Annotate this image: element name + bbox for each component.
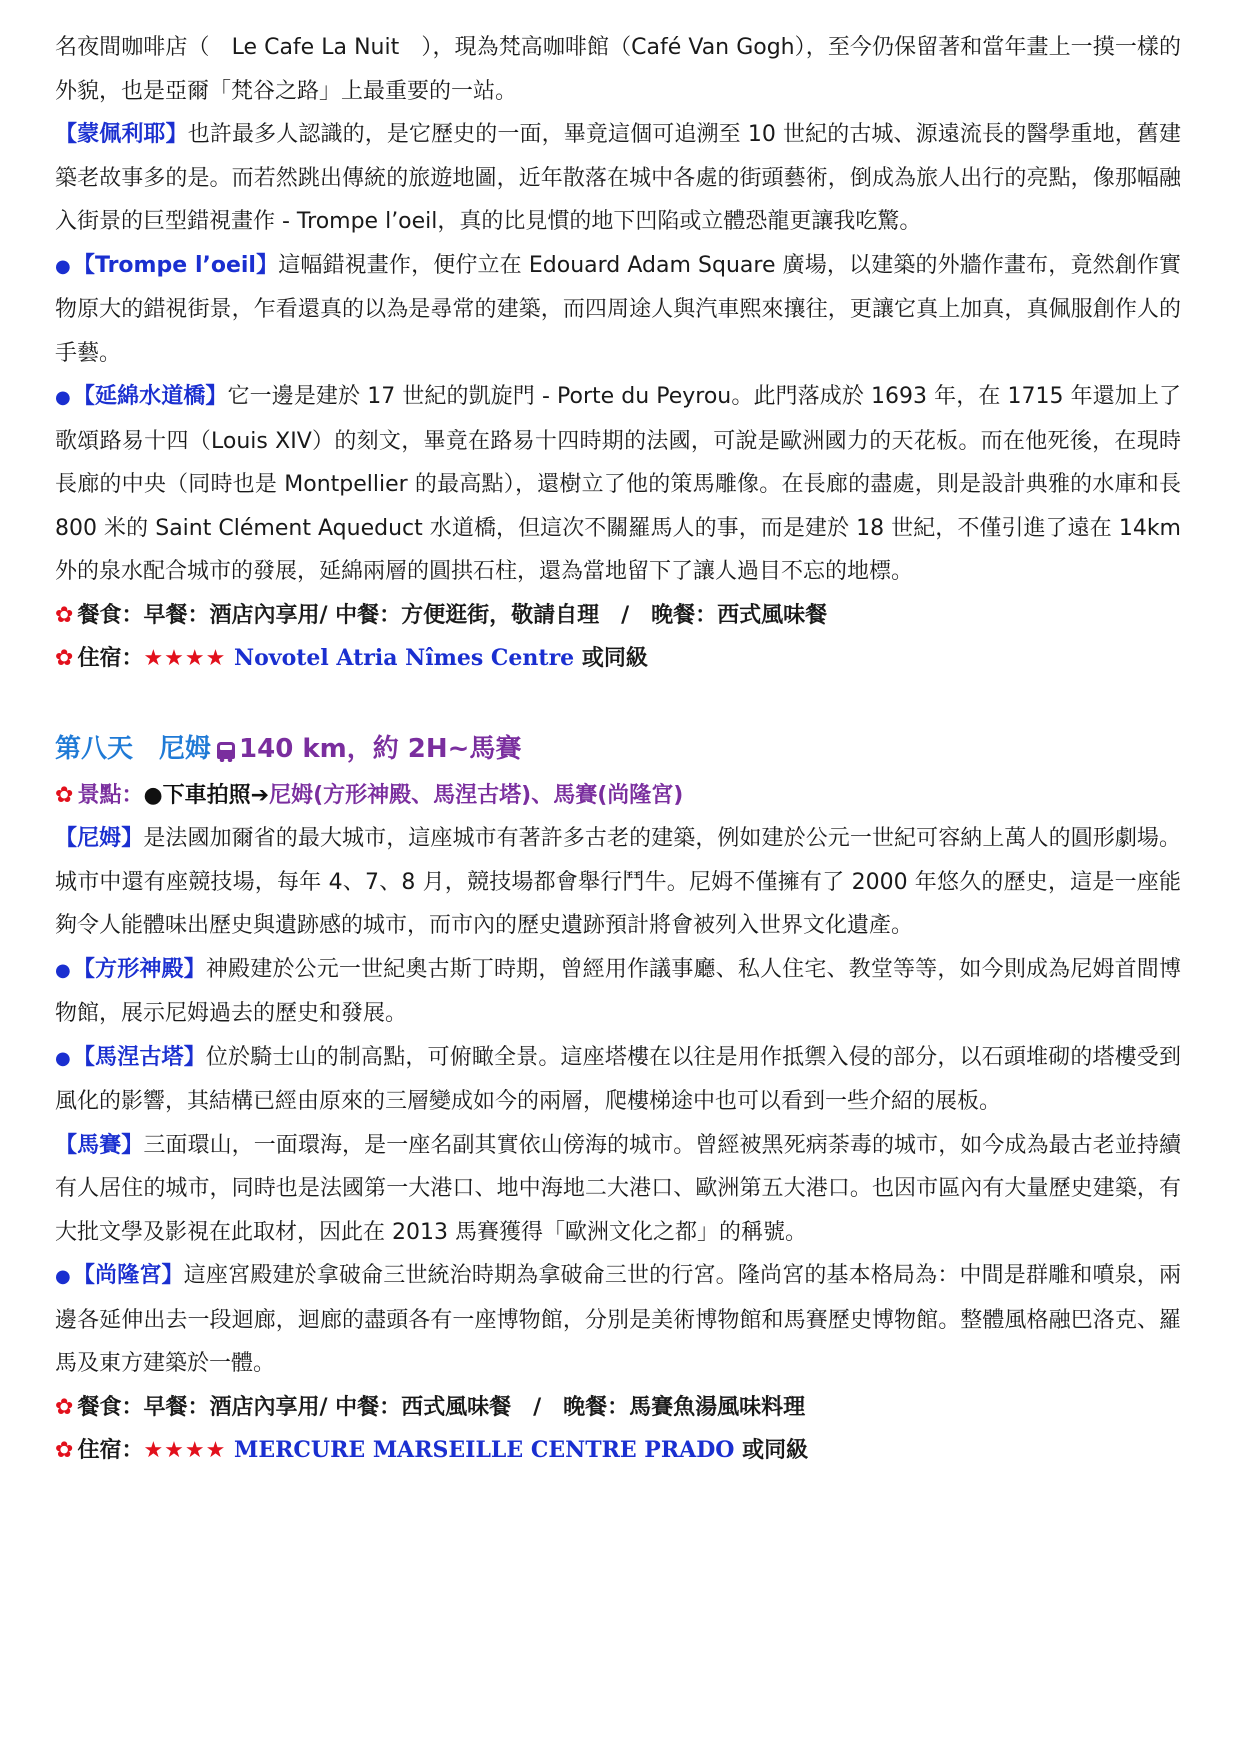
nimes-paragraph: [55, 817, 1181, 948]
bullet-icon: ●: [55, 1047, 71, 1069]
palace-body: 這座宮殿建於拿破侖三世統治時期為拿破侖三世的行宮。隆尚宮的基本格局為：中間是群雕和噴泉，兩邊各延伸出去一段迴廊，迴廊的盡頭各有一座博物館，分別是美術博物館和馬賽歷史博物館。整體風格融巴洛克、羅馬及東方建築於一體。: [55, 1263, 1181, 1376]
day8-trip: 140 km，約 2H~馬賽: [239, 733, 522, 764]
trompe-body: 這幅錯視畫作，便佇立在 Edouard Adam Square 廣場，以建築的外牆作畫布，竟然創作實物原大的錯視街景，乍看還真的以為是尋常的建築，而四周途人與汽車熙來攘往，更讓它真上加真，真佩服創作人的手藝。: [55, 252, 1181, 366]
hotel-label: 住宿：: [77, 1438, 144, 1463]
bullet-icon: ●: [55, 1266, 71, 1287]
day8-meals: [55, 1386, 1181, 1430]
sights-label: 景點：: [77, 782, 144, 808]
flower-icon: ✿: [55, 1438, 74, 1463]
hotel-suffix: 或同級: [574, 646, 648, 671]
hotel-name: MERCURE MARSEILLE CENTRE PRADO: [226, 1437, 735, 1463]
tower-heading: 【馬涅古塔】: [72, 1044, 206, 1070]
day7-meals: [55, 594, 1181, 638]
day8-title: [55, 724, 1181, 774]
aqueduct-heading: 【延綿水道橋】: [72, 384, 228, 409]
montpellier-paragraph: [55, 113, 1181, 244]
montpellier-heading: 【蒙佩利耶】: [55, 122, 188, 147]
bullet-icon: ●: [55, 387, 71, 408]
sights-list: 尼姆(方形神殿、馬涅古塔)、馬賽(尚隆宮): [269, 782, 684, 808]
flower-icon: ✿: [55, 1394, 74, 1420]
hotel-stars: ★★★★: [143, 646, 227, 671]
aqueduct-body: 它一邊是建於 17 世紀的凱旋門 - Porte du Peyrou。此門落成於 1693 年，在 1715 年還加上了歌頌路易十四（Louis XIV）的刻文，畢竟在路易十四時期的法國，可說是歐洲國力的天花板。而在他死後，在現時長廊的中央（同時也是 Montpellier 的最高點），還樹立了他的策馬雕像。在長廊的盡處，則是設計典雅的水庫和長 800 米的 Saint Clément Aqueduct 水道橋，但這次不關羅馬人的事，而是建於 18 世紀，不僅引進了遠在 14km 外的泉水配合城市的發展，延綿兩層的圓拱石柱，還為當地留下了讓人過目不忘的地標。: [55, 384, 1181, 584]
day8-meals-text: 餐食：早餐：酒店內享用/ 中餐：西式風味餐 / 晚餐：馬賽魚湯風味料理: [77, 1394, 806, 1420]
montpellier-body: 也許最多人認識的，是它歷史的一面，畢竟這個可追溯至 10 世紀的古城、源遠流長的醫學重地，舊建築老故事多的是。而若然跳出傳統的旅遊地圖，近年散落在城中各處的街頭藝術，倒成為旅人出行的亮點，像那幅融入街景的巨型錯視畫作 - Trompe l’oeil，真的比見慣的地下凹陷或立體恐龍更讓我吃驚。: [55, 122, 1181, 234]
day8-sights: [55, 774, 1181, 818]
trompe-paragraph: [55, 244, 1181, 376]
aqueduct-paragraph: [55, 375, 1181, 594]
flower-icon: ✿: [55, 782, 74, 808]
hotel-name: Novotel Atria Nîmes Centre: [226, 645, 575, 671]
hotel-stars: ★★★★: [143, 1438, 227, 1463]
temple-body: 神殿建於公元一世紀奧古斯丁時期，曾經用作議事廳、私人住宅、教堂等等，如今則成為尼姆首間博物館，展示尼姆過去的歷史和發展。: [55, 956, 1181, 1026]
marseille-heading: 【馬賽】: [55, 1132, 144, 1158]
hotel-suffix: 或同級: [734, 1438, 809, 1463]
nimes-body: 是法國加爾省的最大城市，這座城市有著許多古老的建築，例如建於公元一世紀可容納上萬人的圓形劇場。城市中還有座競技場，每年 4、7、8 月，競技場都會舉行鬥牛。尼姆不僅擁有了 2000 年悠久的歷史，這是一座能夠令人能體味出歷史與遺跡感的城市，而市內的歷史遺跡預計將會被列入世界文化遺產。: [55, 826, 1181, 938]
flower-icon: ✿: [55, 646, 74, 671]
tower-body: 位於騎士山的制高點，可俯瞰全景。這座塔樓在以往是用作抵禦入侵的部分，以石頭堆砌的塔樓受到風化的影響，其結構已經由原來的三層變成如今的兩層，爬樓梯途中也可以看到一些介紹的展板。: [55, 1044, 1181, 1114]
marseille-body: 三面環山，一面環海，是一座名副其實依山傍海的城市。曾經被黑死病荼毒的城市，如今成為最古老並持續有人居住的城市，同時也是法國第一大港口、地中海地二大港口、歐洲第五大港口。也因市區內有大量歷史建築，有大批文學及影視在此取材，因此在 2013 馬賽獲得「歐洲文化之都」的稱號。: [55, 1132, 1181, 1245]
nimes-heading: 【尼姆】: [55, 826, 144, 851]
day7-meals-text: 餐食：早餐：酒店內享用/ 中餐：方便逛街，敬請自理 / 晚餐：西式風味餐: [77, 602, 828, 628]
temple-paragraph: [55, 948, 1181, 1036]
palace-paragraph: [55, 1254, 1181, 1386]
marseille-paragraph: [55, 1124, 1181, 1255]
bullet-icon: ●: [55, 959, 71, 981]
tower-paragraph: [55, 1036, 1181, 1124]
sights-action: ●下車拍照➔: [143, 782, 270, 808]
temple-heading: 【方形神殿】: [72, 956, 206, 982]
hotel-label: 住宿：: [77, 646, 144, 671]
bus-icon: [217, 742, 235, 759]
day7-hotel: [55, 637, 1181, 681]
day8-hotel: [55, 1429, 1181, 1473]
section-spacer: [55, 681, 1181, 724]
day8-label: 第八天 尼姆: [55, 733, 212, 764]
trompe-heading: 【Trompe l’oeil】: [72, 252, 279, 278]
bullet-icon: ●: [55, 255, 71, 277]
arles-cafe-paragraph: 名夜間咖啡店（ Le Cafe La Nuit ），現為梵高咖啡館（Café Van Gogh），至今仍保留著和當年畫上一摸一樣的外貌，也是亞爾「梵谷之路」上最重要的一站。: [55, 35, 1181, 104]
palace-heading: 【尚隆宮】: [72, 1263, 184, 1288]
flower-icon: ✿: [55, 602, 74, 628]
